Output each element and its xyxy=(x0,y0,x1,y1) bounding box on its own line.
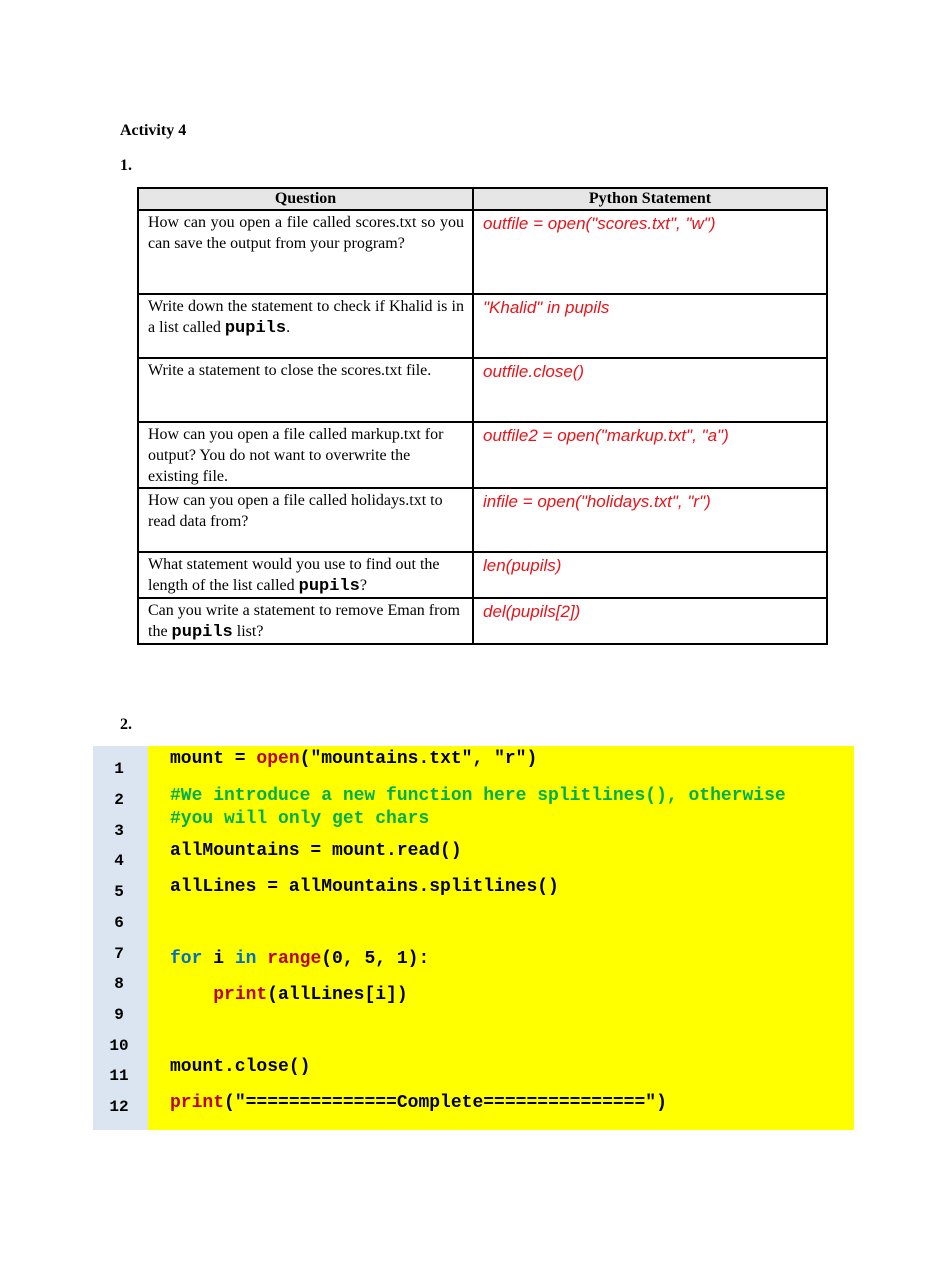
line-number: 6 xyxy=(114,914,124,932)
table-row xyxy=(138,552,827,598)
code-comment-line: #you will only get chars xyxy=(170,809,430,829)
builtin-print: print xyxy=(170,1093,225,1113)
table-row xyxy=(138,488,827,552)
line-number: 3 xyxy=(114,822,124,840)
question-cell: Write a statement to close the scores.txt file. xyxy=(138,358,473,422)
code-text: ("==============Complete===============") xyxy=(224,1093,667,1113)
code-term: pupils xyxy=(224,319,287,338)
code-text: (allLines[i]) xyxy=(267,985,408,1005)
line-number: 5 xyxy=(114,883,124,901)
line-number: 11 xyxy=(109,1067,129,1085)
code-text: mount = xyxy=(170,749,257,769)
code-block xyxy=(93,746,854,1130)
line-number: 10 xyxy=(109,1037,129,1055)
line-number-gutter xyxy=(93,746,148,1130)
answer-cell: outfile2 = open("markup.txt", "a") xyxy=(473,422,827,488)
code-line-1 xyxy=(170,749,537,769)
header-python-statement: Python Statement xyxy=(473,188,827,210)
question-cell xyxy=(138,294,473,358)
builtin-open: open xyxy=(256,749,300,769)
line-number: 8 xyxy=(114,975,124,993)
table-row xyxy=(138,210,827,294)
code-comment-line: #We introduce a new function here splitlines(), otherwise xyxy=(170,786,786,806)
code-term: pupils xyxy=(171,623,233,642)
code-text: i xyxy=(202,949,235,969)
question-text: Can you write a statement to remove Eman from the xyxy=(148,602,460,640)
question-text: Write down the statement to check if Khalid is in a list called xyxy=(148,298,464,336)
keyword-for: for xyxy=(170,949,203,969)
code-space xyxy=(256,949,267,969)
builtin-range: range xyxy=(267,949,322,969)
code-line-final-print xyxy=(170,1093,667,1113)
code-indent xyxy=(170,985,213,1005)
question-cell: How can you open a file called holidays.txt to read data from? xyxy=(138,488,473,552)
question-text-end: list? xyxy=(232,623,264,640)
question-text: What statement would you use to find out the length of the list called xyxy=(148,556,440,594)
code-line-print xyxy=(170,985,408,1005)
answer-cell: len(pupils) xyxy=(473,552,827,598)
qa-table xyxy=(137,187,828,645)
table-row xyxy=(138,422,827,488)
question-2-number: 2. xyxy=(120,716,132,733)
question-1-number: 1. xyxy=(120,157,132,174)
question-cell xyxy=(138,598,473,644)
table-row xyxy=(138,598,827,644)
answer-cell: infile = open("holidays.txt", "r") xyxy=(473,488,827,552)
question-cell: How can you open a file called scores.txt so you can save the output from your program? xyxy=(138,210,473,294)
table-row xyxy=(138,294,827,358)
line-number: 7 xyxy=(114,945,124,963)
code-term: pupils xyxy=(298,577,360,596)
table-row xyxy=(138,358,827,422)
answer-cell: outfile.close() xyxy=(473,358,827,422)
answer-cell: outfile = open("scores.txt", "w") xyxy=(473,210,827,294)
code-text: ("mountains.txt", "r") xyxy=(299,749,538,769)
line-number: 1 xyxy=(114,760,124,778)
table-header-row xyxy=(138,188,827,210)
question-text-end: ? xyxy=(359,577,367,594)
header-question: Question xyxy=(138,188,473,210)
code-text: (0, 5, 1): xyxy=(321,949,430,969)
line-number: 9 xyxy=(114,1006,124,1024)
question-text-end: . xyxy=(286,319,291,336)
question-cell: How can you open a file called markup.txt for output? You do not want to overwrite the existing file. xyxy=(138,422,473,488)
code-line-for xyxy=(170,949,429,969)
line-number: 2 xyxy=(114,791,124,809)
code-line-read: allMountains = mount.read() xyxy=(170,841,462,861)
activity-title: Activity 4 xyxy=(120,122,187,139)
code-line-close: mount.close() xyxy=(170,1057,311,1077)
keyword-in: in xyxy=(234,949,257,969)
code-line-splitlines: allLines = allMountains.splitlines() xyxy=(170,877,559,897)
line-number: 4 xyxy=(114,852,124,870)
answer-cell: del(pupils[2]) xyxy=(473,598,827,644)
answer-cell: "Khalid" in pupils xyxy=(473,294,827,358)
question-cell xyxy=(138,552,473,598)
builtin-print: print xyxy=(213,985,268,1005)
line-number: 12 xyxy=(109,1098,129,1116)
